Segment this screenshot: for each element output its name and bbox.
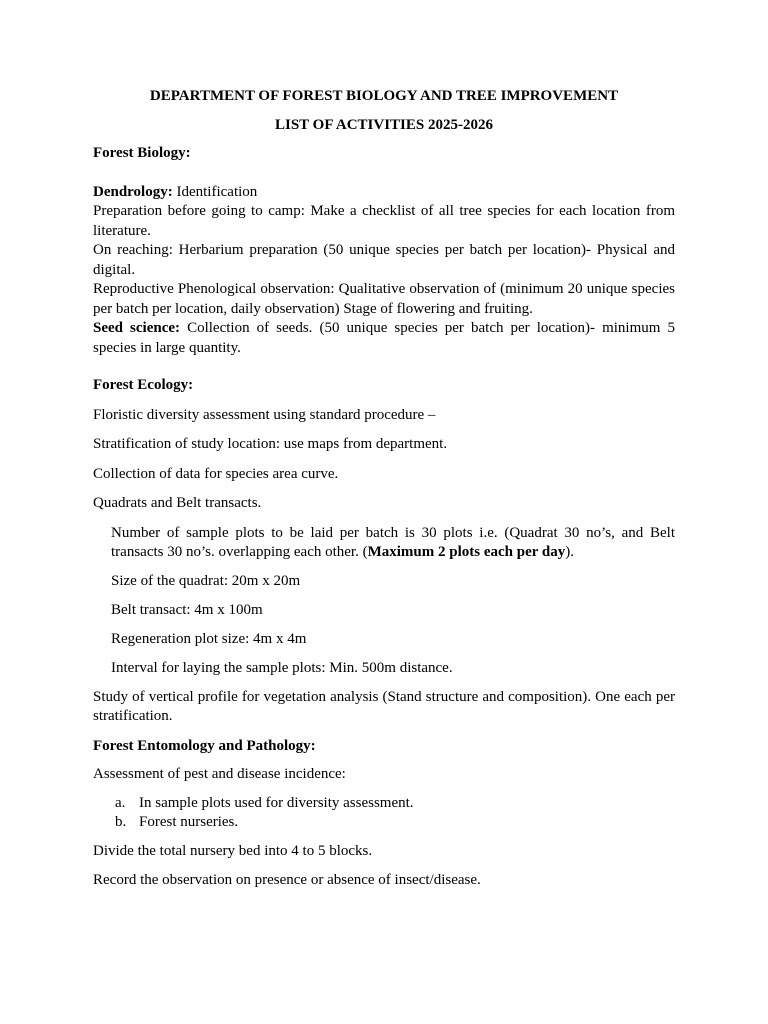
preparation-paragraph: Preparation before going to camp: Make a checklist of all tree species for each location from literature. <box>93 203 675 239</box>
document-title: DEPARTMENT OF FOREST BIOLOGY AND TREE IMPROVEMENT <box>149 88 619 104</box>
sample-plots-paragraph: Number of sample plots to be laid per batch is 30 plots i.e. (Quadrat 30 no’s, and Belt transacts 30 no’s. overlapping each other. (Maximum 2 plots each per day). <box>111 524 675 560</box>
phenology-paragraph: Reproductive Phenological observation: Qualitative observation of (minimum 20 unique species per batch per location, daily observation) Stage of flowering and fruiting. <box>93 281 675 317</box>
list-item: b. Forest nurseries. <box>115 814 239 830</box>
species-area-paragraph: Collection of data for species area curve. <box>93 465 339 482</box>
pest-assessment-paragraph: Assessment of pest and disease incidence: <box>93 766 346 782</box>
list-item: a. In sample plots used for diversity assessment. <box>115 794 414 811</box>
dendrology-paragraph <box>93 183 675 203</box>
assessment-list <box>93 794 675 833</box>
seed-science-text: Collection of seeds. (50 unique species per batch per location)- minimum 5 species in large quantity. <box>93 320 675 356</box>
section-heading-forest-biology: Forest Biology: <box>93 145 191 161</box>
document-subtitle: LIST OF ACTIVITIES 2025-2026 <box>275 116 493 133</box>
on-reaching-paragraph: On reaching: Herbarium preparation (50 unique species per batch per location)- Physical and digital. <box>93 242 675 278</box>
regeneration-paragraph: Regeneration plot size: 4m x 4m <box>111 630 307 647</box>
quadrats-paragraph: Quadrats and Belt transacts. <box>93 495 262 511</box>
nursery-blocks-paragraph: Divide the total nursery bed into 4 to 5 blocks. <box>93 842 373 859</box>
quadrat-size-paragraph: Size of the quadrat: 20m x 20m <box>111 572 301 589</box>
dendrology-text: Identification <box>172 183 258 200</box>
section-heading-forest-ecology: Forest Ecology: <box>93 377 194 393</box>
belt-transact-paragraph: Belt transact: 4m x 100m <box>111 602 263 618</box>
interval-paragraph: Interval for laying the sample plots: Min. 500m distance. <box>111 660 453 676</box>
seed-science-paragraph <box>93 319 675 358</box>
section-heading-entomology: Forest Entomology and Pathology: <box>93 737 316 754</box>
dendrology-label: Dendrology: <box>93 183 173 200</box>
stratification-paragraph: Stratification of study location: use maps from department. <box>93 436 448 452</box>
record-observation-paragraph: Record the observation on presence or absence of insect/disease. <box>93 872 481 888</box>
floristic-paragraph: Floristic diversity assessment using standard procedure – <box>93 406 436 423</box>
seed-science-label: Seed science: <box>93 320 181 336</box>
max-plots-emphasis: Maximum 2 plots each per day <box>367 544 566 560</box>
vertical-profile-paragraph: Study of vertical profile for vegetation analysis (Stand structure and composition). One each per stratification. <box>93 688 675 724</box>
